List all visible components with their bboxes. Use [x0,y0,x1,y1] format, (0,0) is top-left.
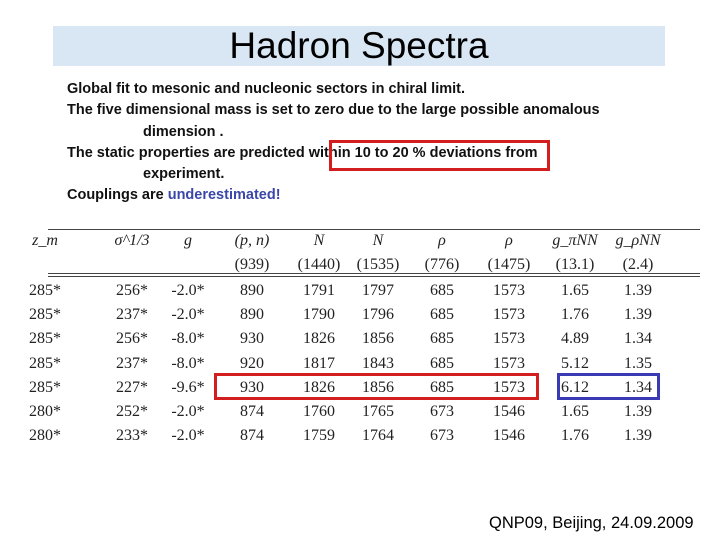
header-symbol-cell: z_m [32,232,58,249]
table-cell: 930 [240,330,264,348]
table-cell: 1856 [362,330,394,348]
table-cell: 1856 [362,378,394,396]
deviation-highlight-box [329,140,550,171]
header-value-cell: (1475) [487,256,531,273]
bullet-line-1: Global fit to mesonic and nucleonic sectors in chiral limit. [67,81,466,97]
table-cell: 252* [116,403,148,420]
table-row [30,424,678,448]
table-cell: 685 [430,306,454,324]
table-cell: -2.0* [171,403,205,420]
header-symbol-cell: N [372,232,384,249]
table-cell: 4.89 [561,330,589,348]
table-row [30,327,678,351]
table-row [30,400,678,424]
table-row [30,352,678,376]
header-symbol-cell: g [184,232,192,249]
table-cell: -9.6* [171,378,205,396]
table-cell: 1573 [493,354,525,372]
table-cell: 1573 [493,306,525,324]
footer-conference: QNP09, Beijing, 24.09.2009 [489,514,694,532]
table-cell: 673 [430,403,454,420]
table-cell: 1843 [362,354,394,372]
table-cell: 280* [29,427,61,445]
table-cell: 1790 [303,306,335,324]
table-row [30,279,678,303]
header-symbol-cell: ρ [505,232,513,249]
underestimated-highlight: underestimated! [167,187,281,204]
header-symbol-cell: g_ρNN [615,232,661,249]
table-cell: 1.39 [624,427,652,445]
table-cell: -8.0* [171,330,205,348]
slide-title: Hadron Spectra [229,25,489,66]
table-cell: 930 [240,378,264,396]
table-cell: 1573 [493,330,525,348]
table-cell: 1764 [362,427,394,445]
table-cell: 233* [116,427,148,445]
hadron-spectra-table [30,225,678,449]
table-cell: 685 [430,282,454,299]
best-fit-row-red-box [214,373,539,400]
table-cell: 285* [29,354,61,372]
table-cell: -2.0* [171,306,205,324]
table-cell: 1760 [303,403,335,420]
table-cell: 685 [430,354,454,372]
table-cell: 1796 [362,306,394,324]
table-cell: 1546 [493,427,525,445]
bullet-line-4: The static properties are predicted within 10 to 20 % deviations from [67,144,538,161]
table-cell: 890 [240,306,264,324]
table-cell: 227* [116,378,148,396]
couplings-prefix: Couplings are [67,187,168,204]
table-cell: -2.0* [171,282,205,299]
table-row [30,303,678,327]
table-cell: 237* [116,306,148,324]
table-cell: -8.0* [171,354,205,372]
header-value-cell: (1440) [297,256,341,273]
table-cell: 1.39 [624,282,652,299]
header-value-cell: (2.4) [622,256,654,273]
table-cell: 1765 [362,403,394,420]
table-cell: 237* [116,354,148,372]
table-cell: 1.76 [561,427,589,445]
table-cell: 1573 [493,282,525,299]
bullet-line-5: experiment. [143,166,225,183]
header-value-cell: (776) [424,256,460,273]
bullet-line-2: The five dimensional mass is set to zero due to the large possible anomalous [67,102,600,119]
header-symbol-cell: ρ [438,232,446,249]
table-cell: 1.34 [624,378,652,396]
table-cell: 920 [240,354,264,372]
table-cell: 1826 [303,330,335,348]
table-cell: 1.39 [624,306,652,324]
table-cell: 874 [240,403,264,420]
header-symbol-cell: σ^1/3 [114,232,150,249]
header-value-cell: (1535) [356,256,400,273]
table-cell: 285* [29,378,61,396]
table-cell: 1.65 [561,282,589,299]
couplings-blue-box [557,373,660,400]
header-symbol-cell: g_πNN [552,232,598,249]
table-cell: 5.12 [561,354,589,372]
table-cell: 1.65 [561,403,589,420]
table-cell: 6.12 [561,378,589,396]
table-cell: 1817 [303,354,335,372]
table-cell: 1.76 [561,306,589,324]
table-cell: 256* [116,282,148,299]
table-cell: 1546 [493,403,525,420]
table-cell: 874 [240,427,264,445]
header-symbol-cell: (p, n) [234,232,270,249]
table-cell: 1.35 [624,354,652,372]
header-value-cell: (939) [234,256,270,273]
table-cell: 685 [430,378,454,396]
table-cell: 1826 [303,378,335,396]
table-cell: 1.39 [624,403,652,420]
table-cell: 890 [240,282,264,299]
header-symbol-cell: N [313,232,325,249]
table-cell: 256* [116,330,148,348]
table-cell: 285* [29,330,61,348]
table-cell: 1.34 [624,330,652,348]
table-cell: 1759 [303,427,335,445]
table-cell: 685 [430,330,454,348]
table-cell: 285* [29,282,61,299]
table-cell: -2.0* [171,427,205,445]
table-cell: 673 [430,427,454,445]
table-cell: 1791 [303,282,335,299]
bullet-line-6 [67,185,687,206]
table-cell: 280* [29,403,61,420]
table-cell: 285* [29,306,61,324]
header-value-cell: (13.1) [555,256,595,273]
table-cell: 1797 [362,282,394,299]
bullet-line-3: dimension . [143,123,224,140]
table-cell: 1573 [493,378,525,396]
